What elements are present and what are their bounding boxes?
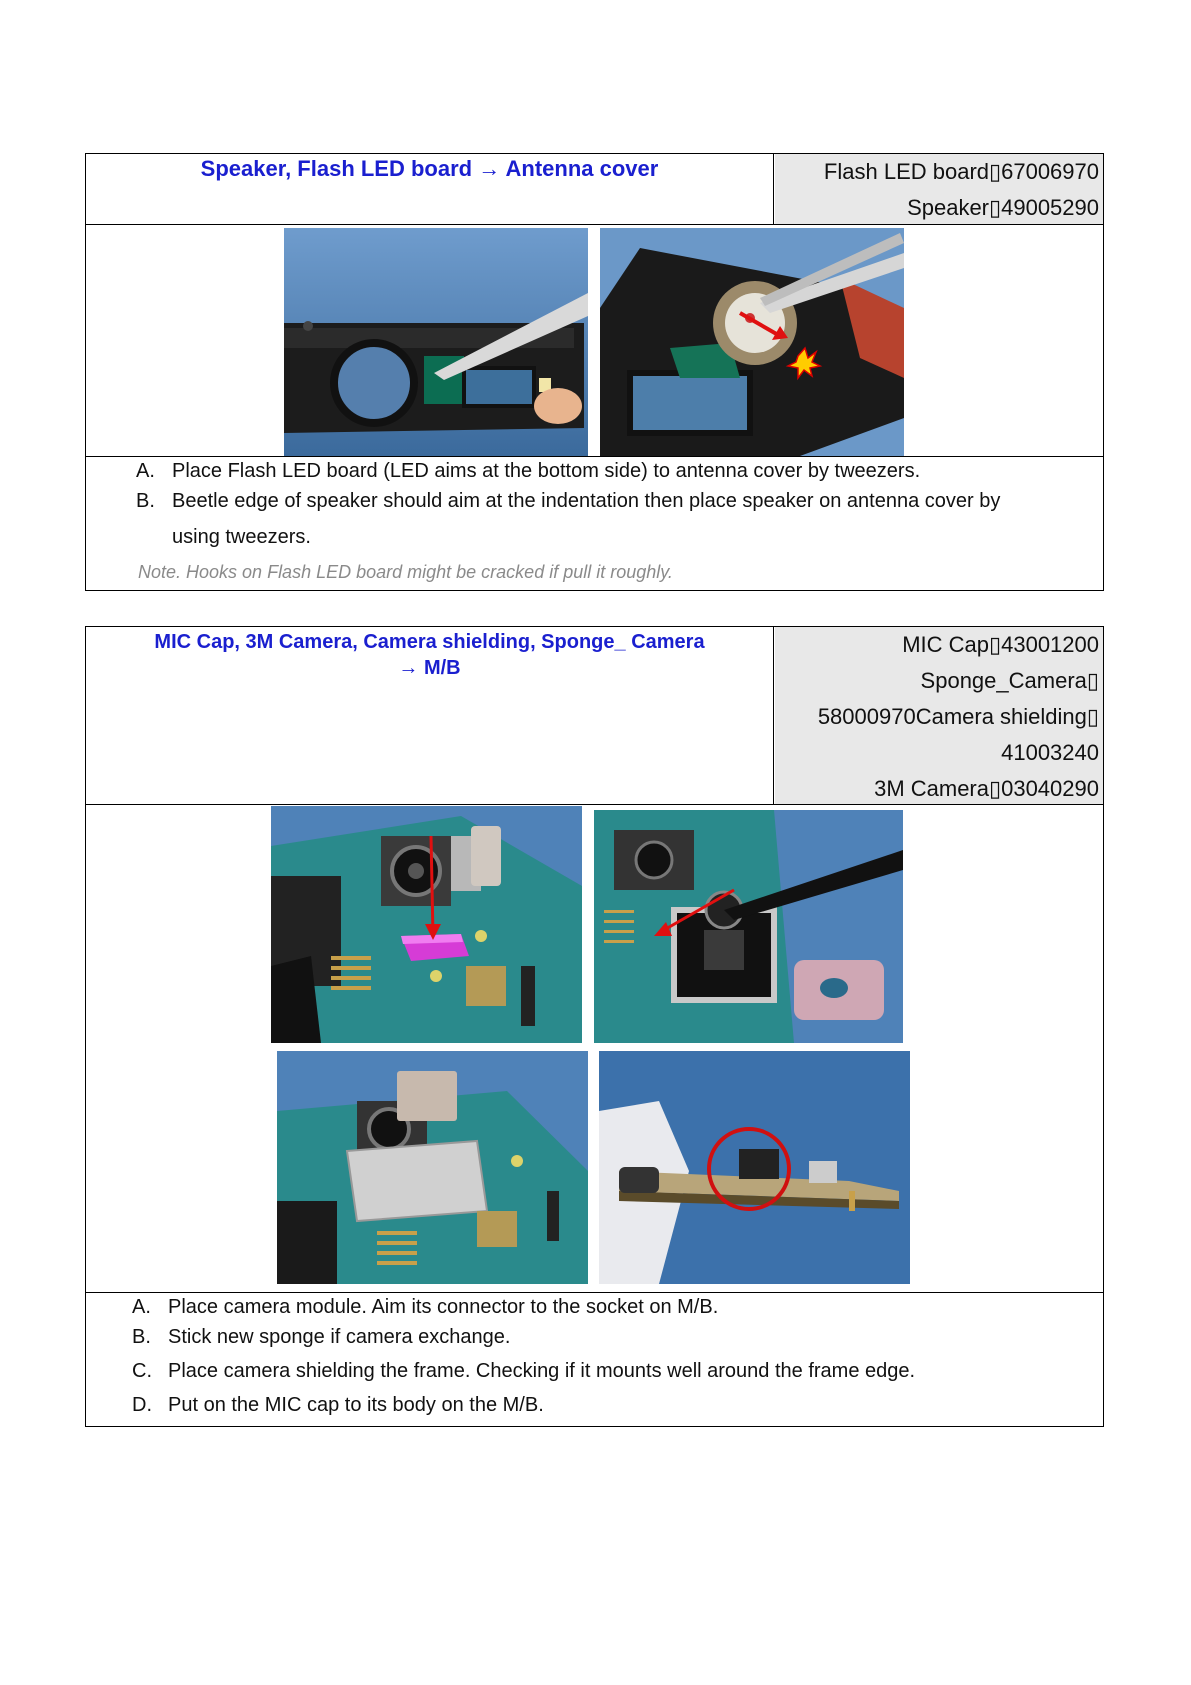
title-line-2: → M/B <box>398 657 461 679</box>
section-speaker-flash-led <box>85 153 1104 591</box>
step-a <box>136 460 920 483</box>
photo-flash-led-placement <box>284 228 588 456</box>
instruction-steps <box>86 1292 1103 1426</box>
section-mic-camera <box>85 626 1104 1427</box>
section-header <box>86 627 1103 805</box>
step-text: Place camera module. Aim its connector to the socket on M/B. <box>168 1296 719 1318</box>
photo-mic-cap-side <box>599 1051 910 1284</box>
step-text: Beetle edge of speaker should aim at the indentation then place speaker on antenna cover by <box>172 490 1001 512</box>
instruction-steps <box>86 456 1103 590</box>
step-d <box>132 1394 544 1417</box>
title-text: Speaker, Flash LED board → Antenna cover <box>200 156 659 181</box>
step-letter: A. <box>132 1296 151 1318</box>
part-numbers <box>775 627 1103 804</box>
step-letter: C. <box>132 1360 152 1382</box>
photo-camera-shielding <box>277 1051 588 1284</box>
part-mic-cap: MIC Cap▯43001200 <box>902 632 1099 657</box>
part-speaker: Speaker▯49005290 <box>907 195 1099 220</box>
step-letter: D. <box>132 1394 152 1416</box>
step-a <box>132 1296 718 1319</box>
step-text: Place Flash LED board (LED aims at the bottom side) to antenna cover by tweezers. <box>172 460 921 482</box>
photo-speaker-placement <box>600 228 904 456</box>
step-text: using tweezers. <box>172 526 311 548</box>
photo-camera-insert <box>594 810 903 1043</box>
section-title <box>86 627 774 804</box>
step-text: Place camera shielding the frame. Checking if it mounts well around the frame edge. <box>168 1360 916 1382</box>
step-b-continued <box>136 526 311 549</box>
note-text: Note. Hooks on Flash LED board might be cracked if pull it roughly. <box>138 562 673 582</box>
section-header <box>86 154 1103 225</box>
step-b <box>132 1326 510 1349</box>
title-line-1: MIC Cap, 3M Camera, Camera shielding, Sponge_ Camera <box>154 631 705 653</box>
step-letter: B. <box>132 1326 151 1348</box>
part-3m-camera: 3M Camera▯03040290 <box>874 776 1099 801</box>
part-shielding-number: 41003240 <box>1001 740 1099 765</box>
part-sponge-camera: Sponge_Camera▯ <box>920 668 1099 693</box>
part-camera-shielding: 58000970Camera shielding▯ <box>817 704 1099 729</box>
photo-sponge-placement <box>271 806 582 1043</box>
step-text: Put on the MIC cap to its body on the M/B. <box>168 1394 544 1416</box>
step-b <box>136 490 1000 513</box>
part-numbers <box>775 154 1103 224</box>
section-title <box>86 154 774 224</box>
part-flash-led: Flash LED board▯67006970 <box>823 159 1099 184</box>
step-text: Stick new sponge if camera exchange. <box>168 1326 511 1348</box>
step-letter: A. <box>136 460 155 482</box>
step-letter: B. <box>136 490 155 512</box>
step-c <box>132 1360 915 1383</box>
